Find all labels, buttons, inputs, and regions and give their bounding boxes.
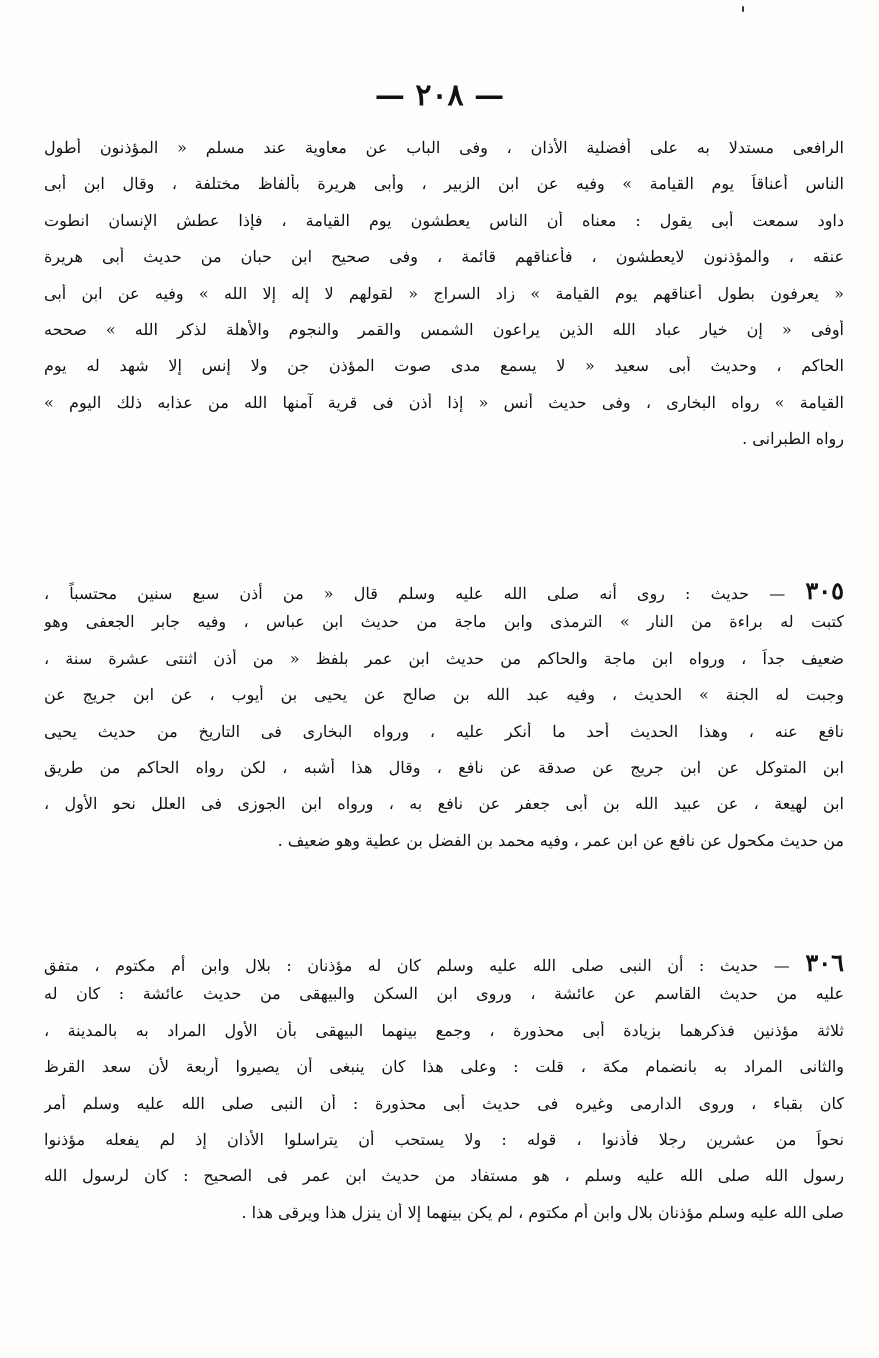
text-line: ابن المتوكل عن ابن جريج عن صدقة عن نافع ، وقال هذا أشبه ، لكن رواه الحاكم من طريق — [44, 757, 844, 777]
text-line: الناس أعناقاً يوم القيامة » وفيه عن ابن الزبير ، وأبى هريرة بألفاظ مختلفة ، وقال ابن أبى — [44, 174, 844, 194]
text-line: أوفى « إن خيار عباد الله الذين يراعون الشمس والقمر والنجوم والأهلة لذكر الله » صححه — [44, 319, 844, 339]
text-line: الحاكم ، وحديث أبى سعيد « لا يسمع مدى صوت المؤذن جن ولا إنس إلا شهد له يوم — [44, 356, 844, 376]
page-number: — ٢٠٨ — — [374, 78, 505, 113]
text-line: كتبت له براءة من النار » الترمذى وابن ماجة من حديث ابن عباس ، وفيه جابر الجعفى وهو — [44, 612, 844, 632]
text-line: صلى الله عليه وسلم مؤذنان بلال وابن أم مكتوم ، لم يكن بينهما إلا أن ينزل هذا ويرقى هذا . — [241, 1202, 844, 1222]
text-line: والثانى المراد به بانضمام مكة ، قلت : وعلى هذا كان ينبغى أن يصيروا أربعة لأن سعد القرظ — [44, 1057, 844, 1077]
text-line: ضعيف جداً ، ورواه ابن ماجة والحاكم من حديث ابن عمر بلفظ « من أذن اثنتى عشرة سنة ، — [44, 648, 844, 668]
text-line-content: حديث : أن النبى صلى الله عليه وسلم كان له مؤذنان : بلال وابن أم مكتوم ، متفق — [44, 956, 759, 975]
paragraph-intro — [44, 138, 844, 466]
scan-mark — [742, 6, 744, 12]
paragraph-305 — [44, 576, 844, 867]
text-line: من حديث مكحول عن نافع عن ابن عمر ، وفيه محمد بن الفضل بن عطية وهو ضعيف . — [277, 830, 844, 850]
text-line: ٣٠٦ — حديث : أن النبى صلى الله عليه وسلم كان له مؤذنان : بلال وابن أم مكتوم ، متفق — [44, 948, 844, 977]
paragraph-306 — [44, 948, 844, 1239]
section-number: ٣٠٥ — [805, 576, 844, 605]
text-line: الرافعى مستدلا به على أفضلية الأذان ، وفى الباب عن معاوية عند مسلم « المؤذنون أطول — [44, 138, 844, 157]
text-line: « يعرفون بطول أعناقهم يوم القيامة » زاد السراج « لقولهم لا إله إلا الله » وفيه عن ابن أبى — [44, 283, 844, 303]
text-line-content: حديث : روى أنه صلى الله عليه وسلم قال « من أذن سبع سنين محتسباً ، — [44, 584, 750, 603]
text-line: ابن لهيعة ، عن عبيد الله بن أبى جعفر عن نافع به ، ورواه ابن الجوزى فى العلل نحو الأول ، — [44, 794, 844, 814]
text-line: رسول الله صلى الله عليه وسلم ، هو مستفاد من حديث ابن عمر فى الصحيح : كان لرسول الله — [44, 1166, 844, 1186]
text-line: ثلاثة مؤذنين فذكرهما بزيادة أبى محذورة ، وجمع بينهما البيهقى بأن الأول المراد به بالمدينة ، — [44, 1020, 844, 1040]
text-line: وجبت له الجنة » الحديث ، وفيه عبد الله بن صالح عن يحيى بن أيوب ، عن ابن جريج عن — [44, 685, 844, 705]
text-line: القيامة » رواه البخارى ، وفى حديث أنس « إذا أذن فى قرية آمنها الله من عذابه ذلك اليوم » — [44, 392, 844, 412]
text-line: عليه من حديث القاسم عن عائشة ، وروى ابن السكن والبيهقى من حديث عائشة : كان له — [44, 984, 844, 1004]
text-line: نافع عنه ، وهذا الحديث أحد ما أنكر عليه ، ورواه البخارى فى التاريخ من حديث يحيى — [44, 721, 844, 741]
text-line: ٣٠٥ — حديث : روى أنه صلى الله عليه وسلم قال « من أذن سبع سنين محتسباً ، — [44, 576, 844, 605]
text-line: داود سمعت أبى يقول : معناه أن الناس يعطشون يوم القيامة ، فإذا عطش الإنسان انطوت — [44, 210, 844, 230]
text-line: رواه الطبرانى . — [742, 429, 844, 449]
text-line: كان بقباء ، وروى الدارمى وغيره فى حديث أبى محذورة : أن النبى صلى الله عليه وسلم أمر — [44, 1093, 844, 1113]
text-line: عنقه ، والمؤذنون لايعطشون ، فأعناقهم قائمة ، وفى صحيح ابن حبان من حديث أبى هريرة — [44, 247, 844, 267]
section-number: ٣٠٦ — [805, 948, 844, 977]
text-line: نحواً من عشرين رجلا فأذنوا ، قوله : ولا يستحب أن يتراسلوا الأذان إذ لم يفعله مؤذنوا — [44, 1129, 844, 1149]
